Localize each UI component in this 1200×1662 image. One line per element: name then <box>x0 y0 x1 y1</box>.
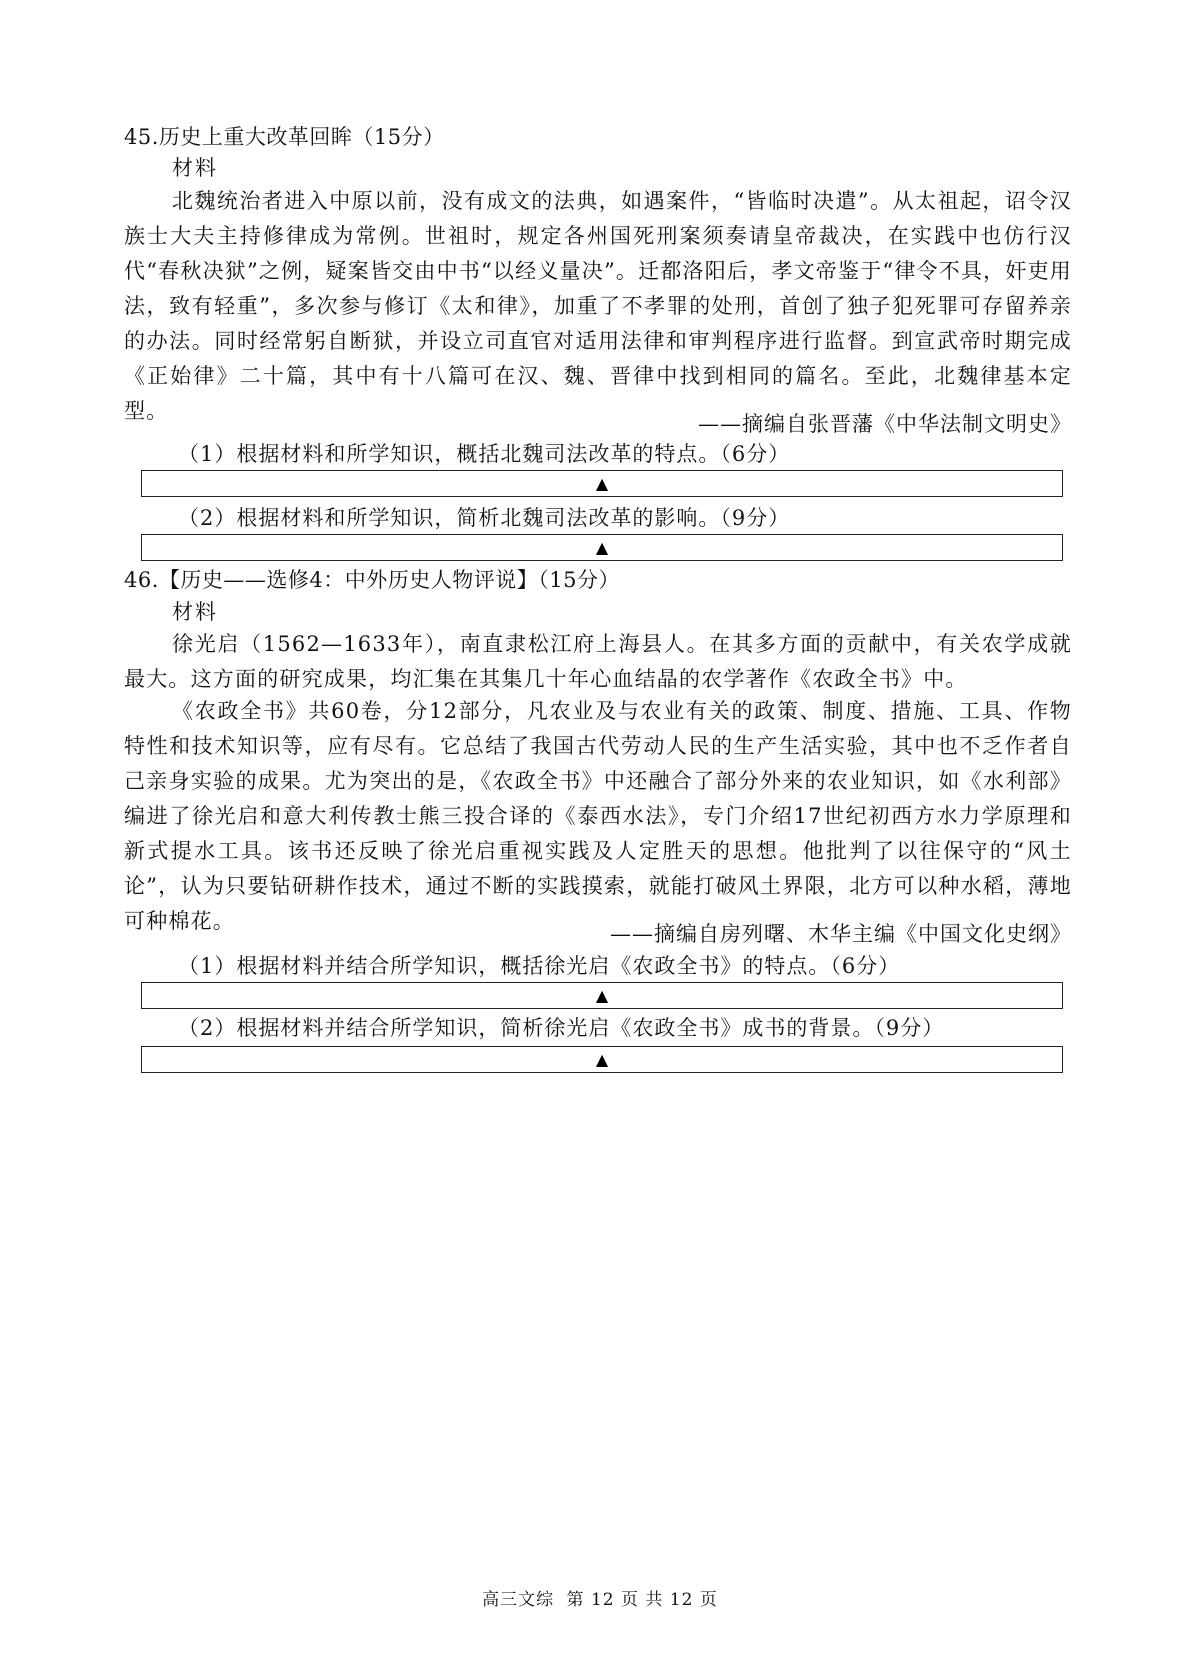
answer-marker-icon: ▲ <box>595 473 609 493</box>
answer-marker-icon: ▲ <box>595 985 609 1005</box>
question-45-source: ——摘编自张晋藩《中华法制文明史》 <box>698 412 1072 436</box>
question-46-sub-1: （1）根据材料并结合所学知识，概括徐光启《农政全书》的特点。（6分） <box>178 954 901 978</box>
answer-box-46-1[interactable] <box>141 982 1063 1009</box>
question-45-title: 45.历史上重大改革回眸（15分） <box>124 125 445 149</box>
answer-box-45-1[interactable] <box>141 470 1063 497</box>
answer-box-45-2[interactable] <box>141 534 1063 561</box>
material-label-46: 材料 <box>172 600 218 624</box>
answer-box-46-2[interactable] <box>141 1046 1063 1073</box>
answer-marker-icon: ▲ <box>595 1049 609 1069</box>
material-label-45: 材料 <box>172 156 218 180</box>
question-45-sub-2: （2）根据材料和所学知识，简析北魏司法改革的影响。（9分） <box>178 506 791 530</box>
question-45-sub-1: （1）根据材料和所学知识，概括北魏司法改革的特点。（6分） <box>178 442 791 466</box>
question-46-title: 46.【历史——选修4：中外历史人物评说】（15分） <box>124 568 620 592</box>
footer-page-number: 第 12 页 共 12 页 <box>566 1590 718 1610</box>
question-45-material: 北魏统治者进入中原以前，没有成文的法典，如遇案件，“皆临时决遣”。从太祖起，诏令汉族士大夫主持修律成为常例。世祖时，规定各州国死刑案须奏请皇帝裁决，在实践中也仿行汉代“春秋决狱”之例，疑案皆交由中书“以经义量决”。迁都洛阳后，孝文帝鉴于“律令不具，奸吏用法，致有轻重”，多次参与修订《太和律》，加重了不孝罪的处刑，首创了独子犯死罪可存留养亲的办法。同时经常躬自断狱，并设立司直官对适用法律和审判程序进行监督。到宣武帝时期完成《正始律》二十篇，其中有十八篇可在汉、魏、晋律中找到相同的篇名。至此，北魏律基本定型。 <box>124 189 1072 423</box>
page-footer <box>0 1585 1200 1610</box>
footer-subject: 高三文综 <box>482 1590 555 1610</box>
question-46-source: ——摘编自房列曙、木华主编《中国文化史纲》 <box>610 922 1072 946</box>
question-46-material-2: 《农政全书》共60卷，分12部分，凡农业及与农业有关的政策、制度、措施、工具、作物特性和技术知识等，应有尽有。它总结了我国古代劳动人民的生产生活实验，其中也不乏作者自己亲身实验的成果。尤为突出的是，《农政全书》中还融合了部分外来的农业知识，如《水利部》编进了徐光启和意大利传教士熊三投合译的《泰西水法》，专门介绍17世纪初西方水力学原理和新式提水工具。该书还反映了徐光启重视实践及人定胜天的思想。他批判了以往保守的“风土论”，认为只要钻研耕作技术，通过不断的实践摸索，就能打破风土界限，北方可以种水稻，薄地可种棉花。 <box>124 699 1072 933</box>
answer-marker-icon: ▲ <box>595 537 609 557</box>
question-46-material-1: 徐光启（1562—1633年），南直隶松江府上海县人。在其多方面的贡献中，有关农学成就最大。这方面的研究成果，均汇集在其集几十年心血结晶的农学著作《农政全书》中。 <box>124 632 1072 691</box>
question-46-sub-2: （2）根据材料并结合所学知识，简析徐光启《农政全书》成书的背景。（9分） <box>178 1016 945 1040</box>
